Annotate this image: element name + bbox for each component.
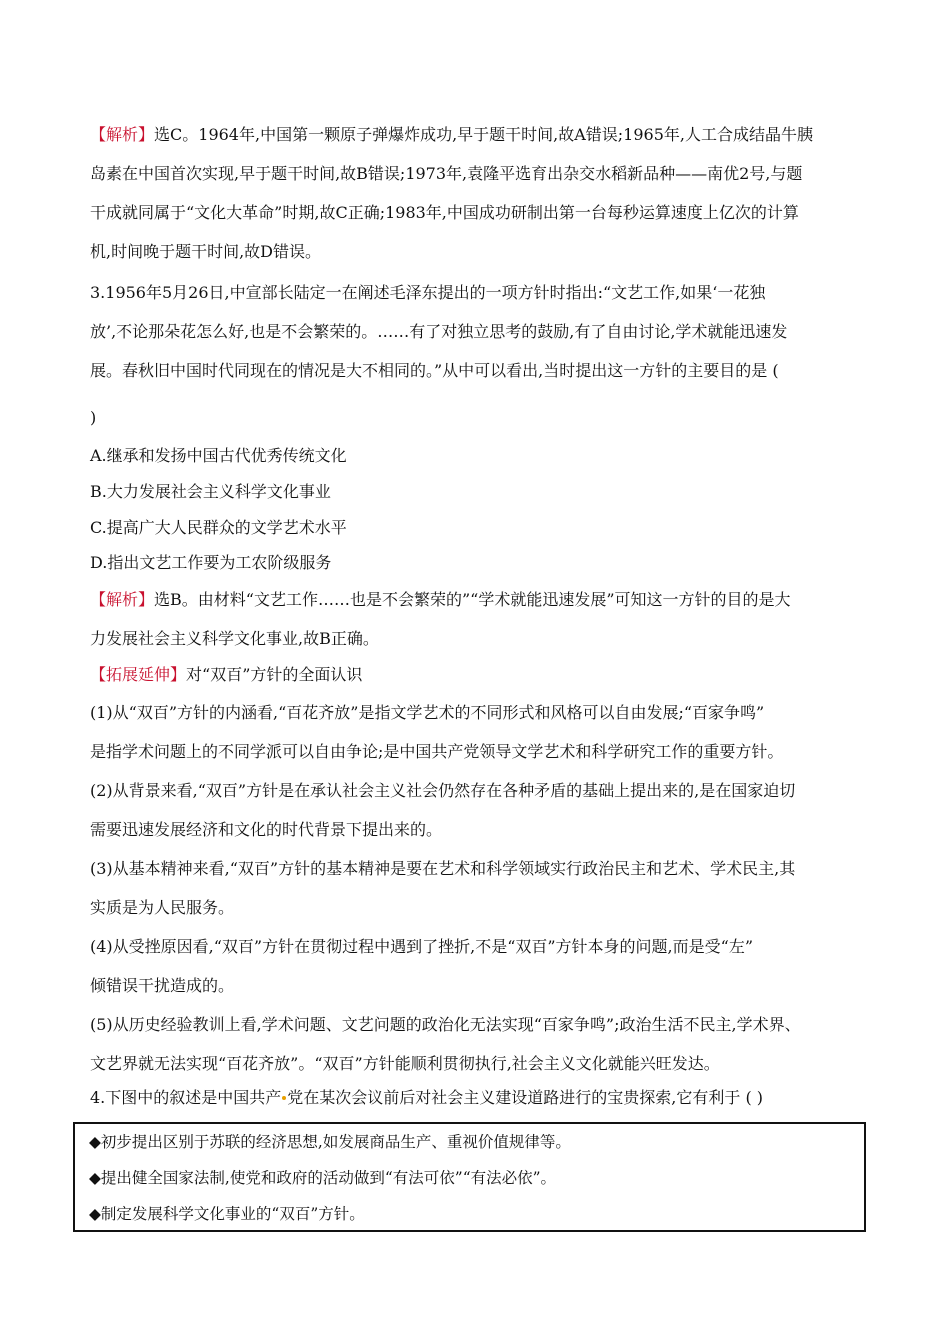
extension-line-4: 需要迅速发展经济和文化的时代背景下提出来的。 <box>90 820 443 839</box>
q3-option-c: C.提高广大人民群众的文学艺术水平 <box>90 518 347 537</box>
material-item-3: ◆制定发展科学文化事业的“双百”方针。 <box>89 1205 365 1223</box>
q3-stem-line-2: 放’,不论那朵花怎么好,也是不会繁荣的。……有了对独立思考的鼓励,有了自由讨论,学术就能迅速发 <box>90 322 788 341</box>
analysis-tag: 【解析】 <box>90 590 155 609</box>
q4-stem-part-1: 4.下图中的叙述是中国共产 <box>90 1088 282 1107</box>
extension-line-5: (3)从基本精神来看,“双百”方针的基本精神是要在艺术和科学领域实行政治民主和艺术、学术民主,其 <box>90 859 796 878</box>
q4-stem <box>90 1088 763 1108</box>
q2-analysis-text-1: 选C。1964年,中国第一颗原子弹爆炸成功,早于题干时间,故A错误;1965年,人工合成结晶牛胰 <box>154 125 813 144</box>
extension-line-9: (5)从历史经验教训上看,学术问题、文艺问题的政治化无法实现“百家争鸣”;政治生活不民主,学术界、 <box>90 1015 801 1034</box>
material-item-1: ◆初步提出区别于苏联的经济思想,如发展商品生产、重视价值规律等。 <box>89 1133 571 1151</box>
extension-line-6: 实质是为人民服务。 <box>90 898 235 917</box>
q2-analysis-line-2: 岛素在中国首次实现,早于题干时间,故B错误;1973年,袁隆平选育出杂交水稻新品种——南优2号,与题 <box>90 164 803 183</box>
q3-stem-line-4: ) <box>90 408 97 427</box>
extension-line-8: 倾错误干扰造成的。 <box>90 976 235 995</box>
extension-title: 对“双百”方针的全面认识 <box>186 665 363 684</box>
q3-stem-line-3: 展。春秋旧中国时代同现在的情况是大不相同的。”从中可以看出,当时提出这一方针的主要目的是 ( <box>90 361 779 380</box>
dot-mark <box>282 1096 286 1100</box>
q3-option-b: B.大力发展社会主义科学文化事业 <box>90 482 331 501</box>
q2-analysis-line-3: 干成就同属于“文化大革命”时期,故C正确;1983年,中国成功研制出第一台每秒运算速度上亿次的计算 <box>90 203 799 222</box>
extension-line-3: (2)从背景来看,“双百”方针是在承认社会主义社会仍然存在各种矛盾的基础上提出来的,是在国家迫切 <box>90 781 796 800</box>
q2-analysis-line-1 <box>90 125 813 145</box>
q4-material-box <box>73 1122 866 1232</box>
extension-line-10: 文艺界就无法实现“百花齐放”。“双百”方针能顺利贯彻执行,社会主义文化就能兴旺发达。 <box>90 1054 720 1073</box>
q4-stem-part-2: 党在某次会议前后对社会主义建设道路进行的宝贵探索,它有利于 ( ) <box>287 1088 764 1107</box>
q2-analysis-line-4: 机,时间晚于题干时间,故D错误。 <box>90 242 322 261</box>
extension-heading <box>90 665 362 685</box>
analysis-tag: 【解析】 <box>90 125 155 144</box>
extension-tag: 【拓展延伸】 <box>90 665 187 684</box>
extension-line-7: (4)从受挫原因看,“双百”方针在贯彻过程中遇到了挫折,不是“双百”方针本身的问题,而是受“左” <box>90 937 754 956</box>
q3-stem-line-1: 3.1956年5月26日,中宣部长陆定一在阐述毛泽东提出的一项方针时指出:“文艺工作,如果‘一花独 <box>90 283 766 302</box>
q3-option-d: D.指出文艺工作要为工农阶级服务 <box>90 553 332 572</box>
material-item-2: ◆提出健全国家法制,使党和政府的活动做到“有法可依”“有法必依”。 <box>89 1169 557 1187</box>
q3-analysis-line-1 <box>90 590 791 610</box>
extension-line-1: (1)从“双百”方针的内涵看,“百花齐放”是指文学艺术的不同形式和风格可以自由发展;“百家争鸣” <box>90 703 765 722</box>
extension-line-2: 是指学术问题上的不同学派可以自由争论;是中国共产党领导文学艺术和科学研究工作的重要方针。 <box>90 742 784 761</box>
q3-option-a: A.继承和发扬中国古代优秀传统文化 <box>90 446 347 465</box>
q3-analysis-text-1: 选B。由材料“文艺工作……也是不会繁荣的”“学术就能迅速发展”可知这一方针的目的是大 <box>154 590 791 609</box>
q3-analysis-line-2: 力发展社会主义科学文化事业,故B正确。 <box>90 629 379 648</box>
